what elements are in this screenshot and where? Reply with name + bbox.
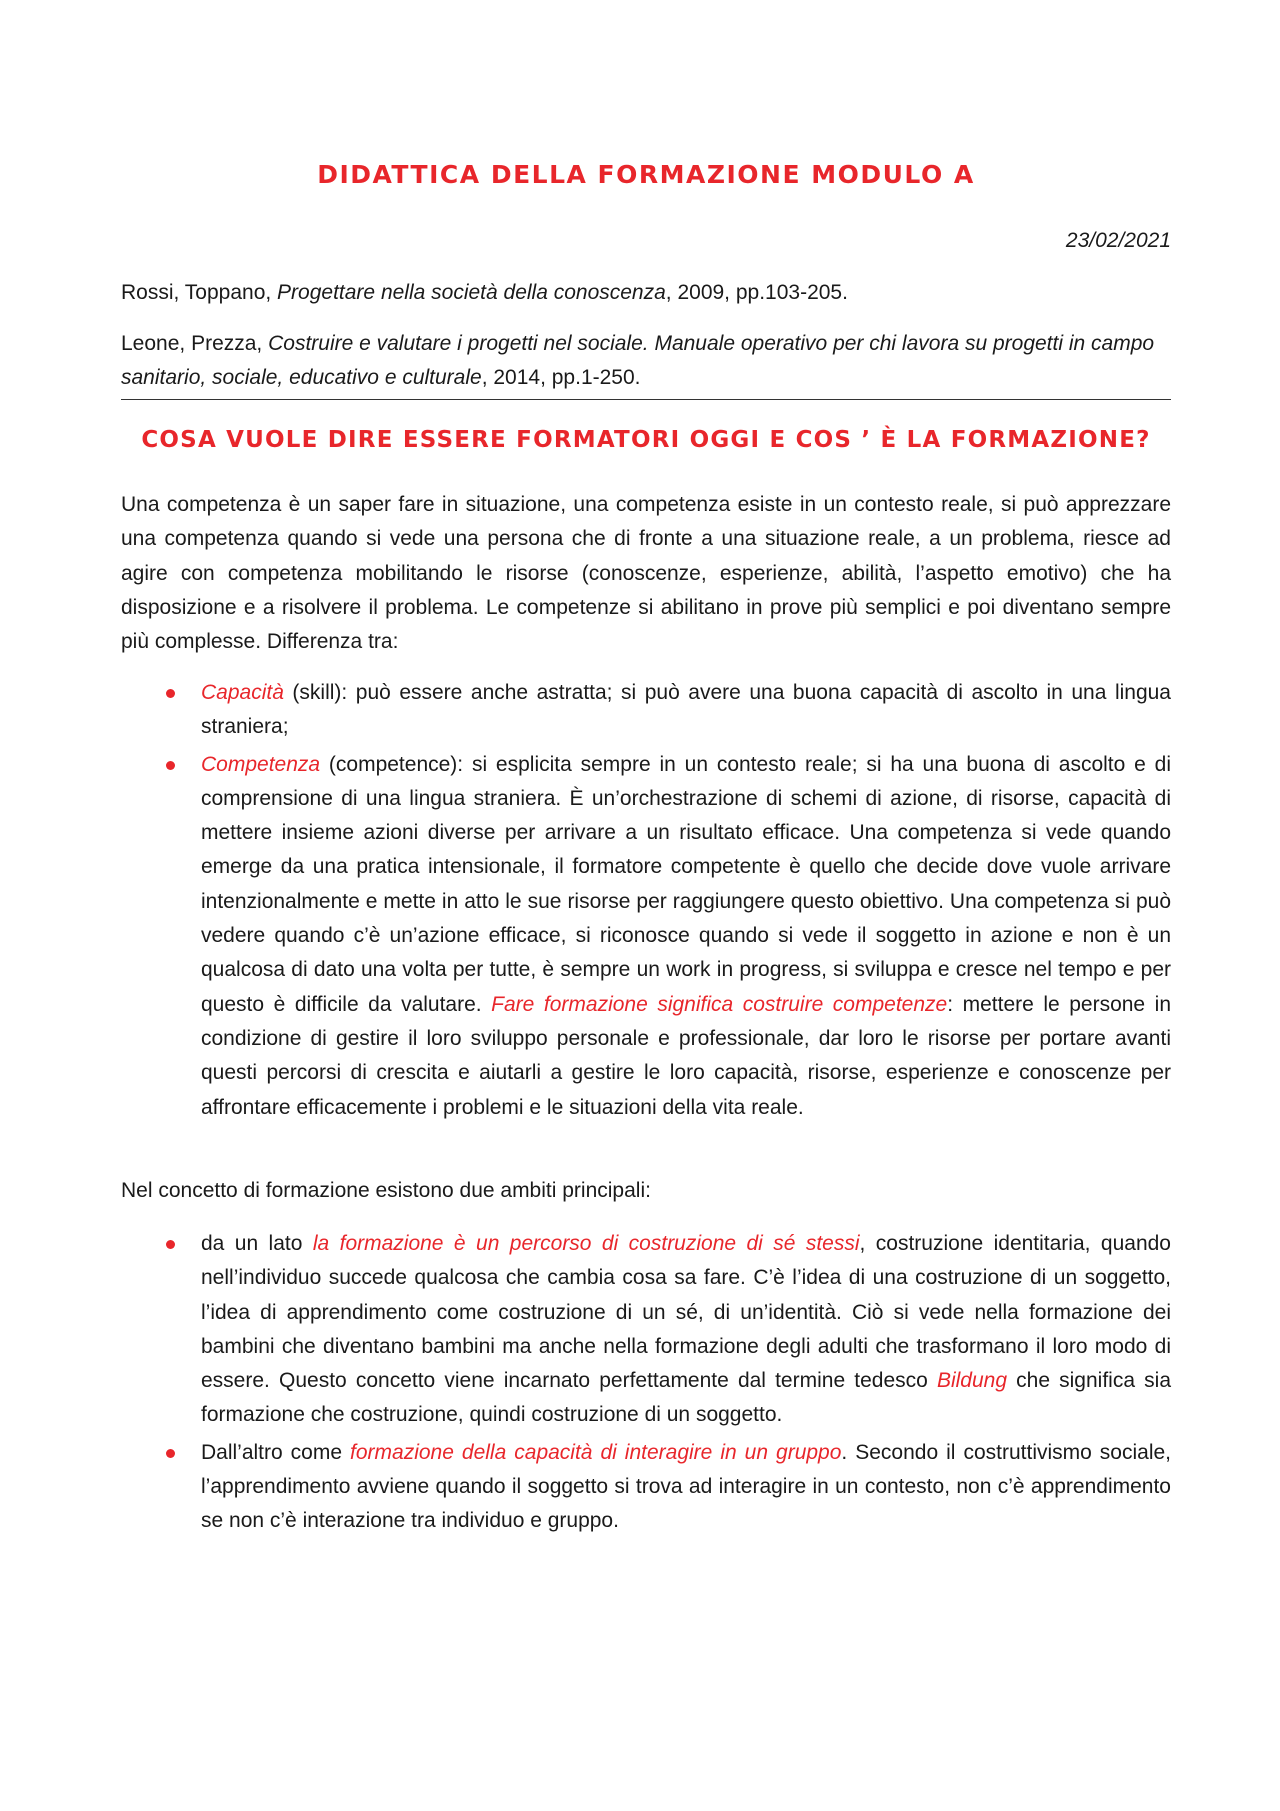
reference-work: Costruire e valutare i progetti nel sociale. Manuale operativo per chi lavora su progetti in campo sanitario, sociale, educativo e culturale [121,332,1155,389]
item-before: Dall’altro come [201,1440,351,1464]
list-item-gruppo [121,1436,1171,1539]
reference-work: Progettare nella società della conoscenza [277,281,666,304]
term-label: Capacità [201,681,284,704]
reference-1 [121,276,1171,310]
reference-details: , 2009, pp.103-205. [665,281,848,304]
item-highlight-bildung: Bildung [936,1369,1008,1393]
bullet-icon [166,761,175,770]
reference-authors: Rossi, Toppano, [121,281,278,304]
list-item-capacita [121,676,1171,745]
item-text: (skill): può essere anche astratta; si può avere una buona capacità di ascolto in una lingua straniera; [201,681,1171,739]
paragraph-ambiti: Nel concetto di formazione esistono due ambiti principali: [121,1179,651,1202]
item-before: da un lato [201,1232,313,1255]
bullet-icon [166,1240,175,1249]
bullet-icon [166,689,175,698]
reference-details: , 2014, pp.1-250. [481,366,641,389]
item-text-after: : mettere le persone in condizione di gestire il loro sviluppo personale e professionale, dar loro le risorse per portare avanti questi percorsi di crescita e aiutarli a gestire le loro capacità, risorse, esperienze e conoscenze per affrontare efficacemente i problemi e le situazioni della vita reale. [201,992,1171,1119]
item-middle: , costruzione identitaria, quando nell’individuo succede qualcosa che cambia cosa sa fare. C’è l’idea di una costruzione di un soggetto, l’idea di apprendimento come costruzione di un sé, di un’identità. Ciò si vede nella formazione dei bambini che diventano bambini ma anche nella formazione degli adulti che trasformano il loro modo di essere. Questo concetto viene incarnato perfettamente dal termine tedesco [201,1232,1171,1393]
section-heading: COSA VUOLE DIRE ESSERE FORMATORI OGGI E COS ’ È LA FORMAZIONE? [141,427,1151,453]
item-after: . Secondo il costruttivismo sociale, l’apprendimento avviene quando il soggetto si trova ad interagire in un contesto, non c’è apprendimento se non c’è interazione tra individuo e gruppo. [201,1440,1172,1533]
paragraph-competenza: Una competenza è un saper fare in situazione, una competenza esiste in un contesto reale, si può apprezzare una competenza quando si vede una persona che di fronte a una situazione reale, a un problema, riesce ad agire con competenza mobilitando le risorse (conoscenze, esperienze, abilità, l’aspetto emotivo) che ha disposizione e a risolvere il problema. Le competenze si abilitano in prove più semplici e poi diventano sempre più complesse. Differenza tra: [121,493,1171,654]
item-highlight: Fare formazione significa costruire competenze [491,992,948,1016]
item-text: (competence): si esplicita sempre in un contesto reale; si ha una buona di ascolto e di comprensione di una lingua straniera. È un’orchestrazione di schemi di azione, di risorse, capacità di mettere insieme azioni diverse per arrivare a un risultato efficace. Una competenza si vede quando emerge da una pratica intensionale, il formatore competente è quello che decide dove vuole arrivare intenzionalmente e mette in atto le sue risorse per raggiungere questo obiettivo. Una competenza si può vedere quando c’è un’azione efficace, si riconosce quando si vede il soggetto in azione e non è un qualcosa di dato una volta per tutte, è sempre un work in progress, si sviluppa e cresce nel tempo e per questo è difficile da valutare. [201,752,1171,1016]
reference-authors: Leone, Prezza, [121,332,269,355]
bullet-icon [166,1449,175,1458]
list-item-competenza [121,748,1171,1125]
item-highlight: formazione della capacità di interagire in un gruppo [350,1440,842,1464]
document-title: DIDATTICA DELLA FORMAZIONE MODULO A [317,160,975,189]
document-date: 23/02/2021 [1065,229,1171,252]
difference-list [121,676,1171,1125]
divider [121,399,1171,400]
item-after: che significa sia formazione che costruzione, quindi costruzione di un soggetto. [201,1369,1171,1427]
reference-2 [121,327,1171,395]
term-label: Competenza [201,752,321,776]
ambiti-list [121,1227,1171,1539]
list-item-costruzione [121,1227,1171,1433]
item-highlight: la formazione è un percorso di costruzione di sé stessi [312,1232,860,1255]
